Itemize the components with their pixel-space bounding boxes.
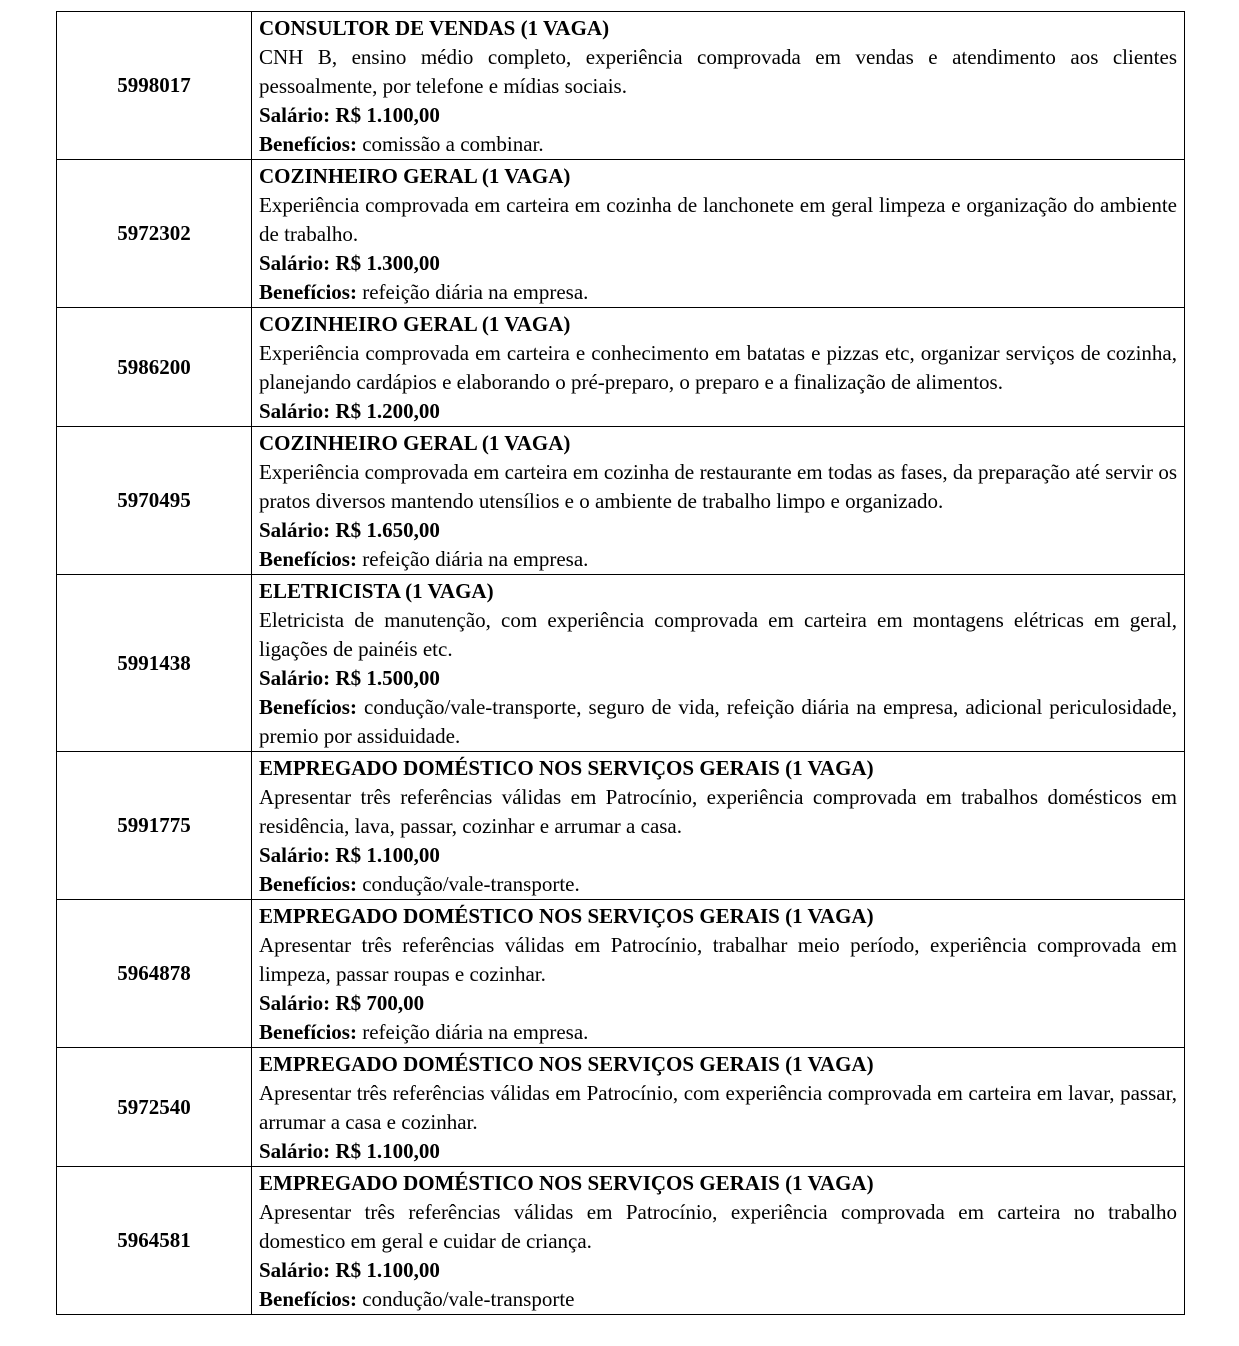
salary-value: R$ 700,00 xyxy=(335,991,425,1015)
job-code: 5986200 xyxy=(57,308,252,427)
job-description: CNH B, ensino médio completo, experiência comprovada em vendas e atendimento aos clientes pessoalmente, por telefone e mídias sociais. xyxy=(259,45,1177,98)
job-salary xyxy=(259,1137,1177,1166)
job-row xyxy=(57,1048,1185,1167)
salary-value: R$ 1.100,00 xyxy=(335,1258,440,1282)
job-details xyxy=(252,12,1185,160)
salary-label: Salário: xyxy=(259,843,331,867)
job-description: Experiência comprovada em carteira em cozinha de lanchonete em geral limpeza e organização do ambiente de trabalho. xyxy=(259,193,1177,246)
job-details xyxy=(252,575,1185,752)
benefits-value: refeição diária na empresa. xyxy=(362,280,589,304)
job-salary xyxy=(259,516,1177,545)
salary-label: Salário: xyxy=(259,399,331,423)
benefits-label: Benefícios: xyxy=(259,547,357,571)
salary-label: Salário: xyxy=(259,518,331,542)
salary-label: Salário: xyxy=(259,666,331,690)
job-details xyxy=(252,427,1185,575)
salary-label: Salário: xyxy=(259,1139,331,1163)
job-title: COZINHEIRO GERAL (1 VAGA) xyxy=(259,164,571,188)
benefits-label: Benefícios: xyxy=(259,695,357,719)
job-title: EMPREGADO DOMÉSTICO NOS SERVIÇOS GERAIS (1 VAGA) xyxy=(259,1171,874,1195)
salary-value: R$ 1.300,00 xyxy=(335,251,440,275)
job-benefits xyxy=(259,1285,1177,1314)
job-description: Apresentar três referências válidas em Patrocínio, experiência comprovada em carteira no trabalho domestico em geral e cuidar de criança. xyxy=(259,1200,1177,1253)
job-row xyxy=(57,1167,1185,1315)
benefits-label: Benefícios: xyxy=(259,1020,357,1044)
benefits-label: Benefícios: xyxy=(259,1287,357,1311)
benefits-label: Benefícios: xyxy=(259,132,357,156)
job-row xyxy=(57,160,1185,308)
job-description: Apresentar três referências válidas em Patrocínio, com experiência comprovada em carteira em lavar, passar, arrumar a casa e cozinhar. xyxy=(259,1081,1177,1134)
job-code: 5972540 xyxy=(57,1048,252,1167)
job-details xyxy=(252,1048,1185,1167)
salary-value: R$ 1.500,00 xyxy=(335,666,440,690)
job-details xyxy=(252,308,1185,427)
salary-value: R$ 1.200,00 xyxy=(335,399,440,423)
job-description: Experiência comprovada em carteira e conhecimento em batatas e pizzas etc, organizar serviços de cozinha, planejando cardápios e elaborando o pré-preparo, o preparo e a finalização de alimentos. xyxy=(259,341,1177,394)
job-description: Apresentar três referências válidas em Patrocínio, trabalhar meio período, experiência comprovada em limpeza, passar roupas e cozinhar. xyxy=(259,933,1177,986)
job-listings-table xyxy=(56,11,1185,1315)
job-code: 5964581 xyxy=(57,1167,252,1315)
job-code: 5991438 xyxy=(57,575,252,752)
job-code: 5970495 xyxy=(57,427,252,575)
job-row xyxy=(57,575,1185,752)
job-description: Experiência comprovada em carteira em cozinha de restaurante em todas as fases, da preparação até servir os pratos diversos mantendo utensílios e o ambiente de trabalho limpo e organizado. xyxy=(259,460,1177,513)
salary-label: Salário: xyxy=(259,1258,331,1282)
benefits-value: refeição diária na empresa. xyxy=(362,547,589,571)
job-title: EMPREGADO DOMÉSTICO NOS SERVIÇOS GERAIS (1 VAGA) xyxy=(259,756,874,780)
job-listings-body xyxy=(57,12,1185,1315)
job-salary xyxy=(259,1256,1177,1285)
job-salary xyxy=(259,397,1177,426)
benefits-label: Benefícios: xyxy=(259,280,357,304)
job-details xyxy=(252,1167,1185,1315)
salary-label: Salário: xyxy=(259,251,331,275)
job-benefits xyxy=(259,130,1177,159)
benefits-value: condução/vale-transporte xyxy=(362,1287,575,1311)
job-salary xyxy=(259,249,1177,278)
salary-label: Salário: xyxy=(259,991,331,1015)
job-code: 5964878 xyxy=(57,900,252,1048)
job-description: Apresentar três referências válidas em Patrocínio, experiência comprovada em trabalhos domésticos em residência, lava, passar, cozinhar e arrumar a casa. xyxy=(259,785,1177,838)
salary-value: R$ 1.100,00 xyxy=(335,843,440,867)
job-benefits xyxy=(259,278,1177,307)
job-benefits xyxy=(259,693,1177,751)
job-code: 5998017 xyxy=(57,12,252,160)
job-benefits xyxy=(259,870,1177,899)
job-code: 5991775 xyxy=(57,752,252,900)
job-title: EMPREGADO DOMÉSTICO NOS SERVIÇOS GERAIS (1 VAGA) xyxy=(259,904,874,928)
job-title: ELETRICISTA (1 VAGA) xyxy=(259,579,494,603)
salary-label: Salário: xyxy=(259,103,331,127)
job-code: 5972302 xyxy=(57,160,252,308)
job-row xyxy=(57,12,1185,160)
salary-value: R$ 1.100,00 xyxy=(335,1139,440,1163)
salary-value: R$ 1.100,00 xyxy=(335,103,440,127)
job-title: EMPREGADO DOMÉSTICO NOS SERVIÇOS GERAIS (1 VAGA) xyxy=(259,1052,874,1076)
salary-value: R$ 1.650,00 xyxy=(335,518,440,542)
job-details xyxy=(252,900,1185,1048)
job-details xyxy=(252,752,1185,900)
job-benefits xyxy=(259,1018,1177,1047)
benefits-value: condução/vale-transporte. xyxy=(362,872,580,896)
job-benefits xyxy=(259,545,1177,574)
job-row xyxy=(57,752,1185,900)
job-description: Eletricista de manutenção, com experiência comprovada em carteira em montagens elétricas em geral, ligações de painéis etc. xyxy=(259,608,1177,661)
benefits-value: condução/vale-transporte, seguro de vida, refeição diária na empresa, adicional periculosidade, premio por assiduidade. xyxy=(259,695,1178,748)
job-salary xyxy=(259,101,1177,130)
job-row xyxy=(57,308,1185,427)
job-title: CONSULTOR DE VENDAS (1 VAGA) xyxy=(259,16,610,40)
job-salary xyxy=(259,989,1177,1018)
job-row xyxy=(57,427,1185,575)
job-row xyxy=(57,900,1185,1048)
job-salary xyxy=(259,664,1177,693)
benefits-value: comissão a combinar. xyxy=(362,132,544,156)
job-salary xyxy=(259,841,1177,870)
job-details xyxy=(252,160,1185,308)
benefits-value: refeição diária na empresa. xyxy=(362,1020,589,1044)
job-title: COZINHEIRO GERAL (1 VAGA) xyxy=(259,431,571,455)
benefits-label: Benefícios: xyxy=(259,872,357,896)
job-title: COZINHEIRO GERAL (1 VAGA) xyxy=(259,312,571,336)
